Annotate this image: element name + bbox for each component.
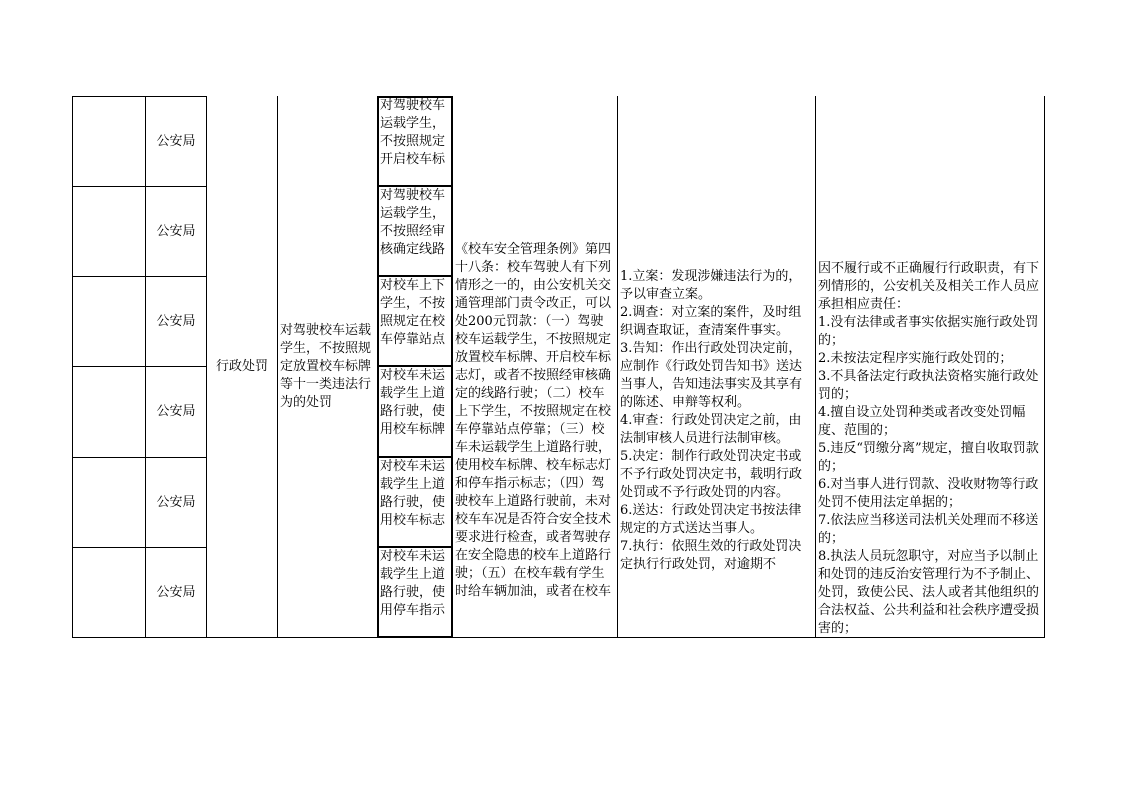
grid-line (72, 637, 206, 638)
item-name-text: 对驾驶校车运载学生，不按照规定放置校车标牌等十一类违法行为的处罚 (280, 323, 372, 410)
grid-line (206, 637, 377, 638)
item-name-cell (280, 97, 376, 637)
sub-item-cell: 对校车未运载学生上道路行驶，使用校车标牌 (380, 368, 446, 437)
grid-line (277, 96, 278, 638)
grid-line (452, 637, 1044, 638)
sub-item-cell: 对校车未运载学生上道路行驶，使用校车标志 (380, 459, 446, 528)
sub-item-cell: 对校车未运载学生上道路行驶，使用停车指示 (380, 549, 446, 618)
category-cell: 行政处罚 (215, 359, 268, 374)
grid-line (617, 96, 618, 638)
procedure-cell: 1.立案：发现涉嫌违法行为的，予以审查立案。 2.调查：对立案的案件，及时组织调查取证，查清案件事实。 3.告知：作出行政处罚决定前，应制作《行政处罚告知书》送达当事人，告知违法事实及其享有的陈述、申辩等权利。 4.审查：行政处罚决定之前，由法制审核人员进行法制审核。 5.决定：制作行政处罚决定书或不予行政处罚决定书，载明行政处罚或不予行政处罚的内容。 6.送达：行政处罚决定书按法律规定的方式送达当事人。 7.执行：依照生效的行政处罚决定执行行政处罚，对逾期不 (620, 269, 803, 572)
grid-line (815, 96, 816, 638)
sub-item-cell: 对驾驶校车运载学生，不按照规定开启校车标 (380, 98, 446, 167)
dept-cell: 公安局 (156, 133, 196, 149)
liability-cell: 因不履行或不正确履行行政职责，有下列情形的，公安机关及相关工作人员应承担相应责任： 1.没有法律或者事实依据实施行政处罚的； 2.未按法定程序实施行政处罚的； 3.不具备法定行政执法资格实施行政处罚的； 4.擅自设立处罚种类或者改变处罚幅度、范围的； 5.违反“罚缴分离”规定，擅自收取罚款的； 6.对当事人进行罚款、没收财物等行政处罚不使用法定单据的； 7.依法应当移送司法机关处理而不移送的； 8.执法人员玩忽职守，对应当予以制止和处罚的违反治安管理行为不予制止、处罚，致使公民、法人或者其他组织的合法权益、公共利益和社会秩序遭受损害的； (818, 261, 1040, 636)
sub-item-cell: 对驾驶校车运载学生，不按照经审核确定线路 (380, 188, 446, 257)
grid-line (1044, 96, 1045, 638)
legal-basis-cell: 《校车安全管理条例》第四十八条：校车驾驶人有下列情形之一的，由公安机关交通管理部门责令改正，可以处200元罚款：（一）驾驶校车运载学生，不按照规定放置校车标牌、开启校车标志灯，或者不按照经审核确定的线路行驶；（二）校车上下学生，不按照规定在校车停靠站点停靠；（三）校车未运载学生上道路行驶，使用校车标牌、校车标志灯和停车指示标志；（四）驾驶校车上道路行驶前，未对校车车况是否符合安全技术要求进行检查，或者驾驶存在安全隐患的校车上道路行驶；（五）在校车载有学生时给车辆加油，或者在校车 (455, 242, 612, 599)
dept-cell: 公安局 (156, 494, 196, 510)
grid-line (72, 96, 73, 638)
dept-cell: 公安局 (156, 313, 196, 329)
dept-cell: 公安局 (156, 404, 196, 419)
dept-cell: 公安局 (156, 584, 196, 600)
sub-item-cell: 对校车上下学生，不按照规定在校车停靠站点 (380, 278, 446, 347)
dept-cell: 公安局 (156, 223, 196, 239)
